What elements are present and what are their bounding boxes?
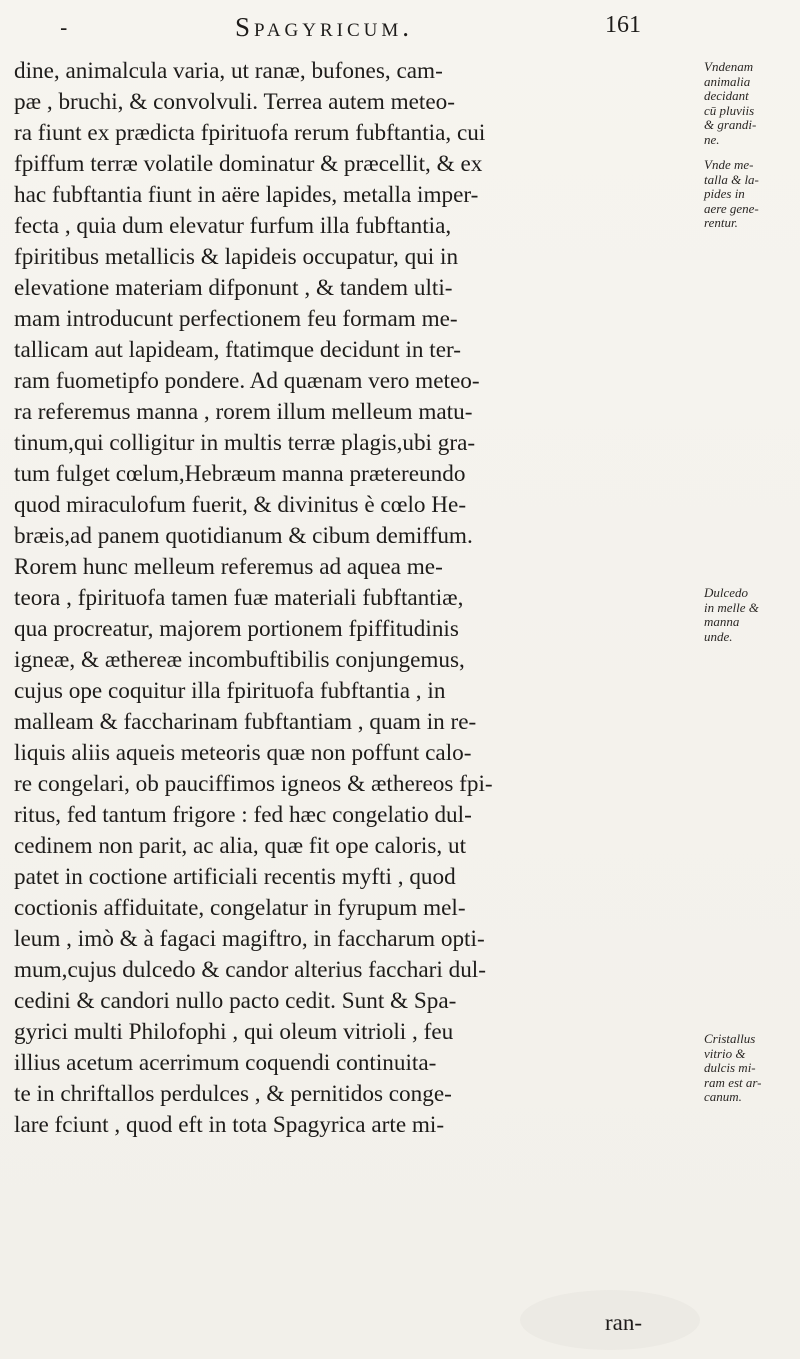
text-line: dine, animalcula varia, ut ranæ, bufones, cam-	[14, 58, 443, 84]
margin-note-line: cū pluviis	[704, 102, 755, 118]
margin-note-line: pides in	[704, 186, 745, 201]
margin-note-line: rentur.	[704, 215, 738, 230]
text-line: tallicam aut lapideam, ftatimque decidunt in ter-	[14, 337, 462, 363]
text-line: tinum,qui colligitur in multis terræ plagis,ubi gra-	[14, 430, 476, 456]
text-line: hac fubftantia fiunt in aëre lapides, metalla imper-	[14, 182, 479, 208]
page-number: 161	[605, 12, 641, 38]
text-line: pæ , bruchi, & convolvuli. Terrea autem meteo-	[14, 89, 455, 115]
text-line: Rorem hunc melleum referemus ad aquea me-	[14, 554, 443, 580]
margin-note-line: Vnde me-	[704, 157, 754, 172]
text-line: igneæ, & æthereæ incombuftibilis conjungemus,	[14, 647, 465, 673]
margin-note-line: ram est ar-	[704, 1074, 762, 1090]
margin-note-line: dulcis mi-	[704, 1060, 756, 1075]
text-line: ra referemus manna , rorem illum melleum matu-	[14, 399, 473, 425]
text-line: mum,cujus dulcedo & candor alterius facchari dul-	[14, 957, 486, 983]
margin-note-metalla	[704, 158, 796, 231]
text-line: mam introducunt perfectionem feu formam me-	[14, 306, 458, 332]
text-line: qua procreatur, majorem portionem fpiffitudinis	[14, 616, 459, 642]
running-header	[60, 8, 660, 48]
text-line: elevatione materiam difponunt , & tandem ulti-	[14, 275, 453, 301]
margin-note-line: in melle &	[704, 599, 759, 615]
text-line: ra fiunt ex prædicta fpirituofa rerum fubftantia, cui	[14, 120, 486, 146]
text-line: ritus, fed tantum frigore : fed hæc congelatio dul-	[14, 802, 472, 828]
text-line: illius acetum acerrimum coquendi continuita-	[14, 1050, 437, 1076]
text-line: patet in coctione artificiali recentis myfti , quod	[14, 864, 456, 890]
text-line: ram fuometipfo pondere. Ad quænam vero meteo-	[14, 368, 480, 394]
catchword: ran-	[605, 1310, 643, 1335]
text-line: bræis,ad panem quotidianum & cibum demiffum.	[14, 523, 473, 549]
margin-note-line: animalia	[704, 73, 751, 89]
main-text-block	[14, 56, 694, 1141]
margin-note-cristallus	[704, 1032, 796, 1105]
margin-note-animalia	[704, 60, 796, 147]
text-line: leum , imò & à fagaci magiftro, in faccharum opti-	[14, 926, 485, 952]
header-dash: -	[60, 16, 68, 41]
text-line: gyrici multi Philofophi , qui oleum vitrioli , feu	[14, 1019, 454, 1045]
margin-note-line: unde.	[704, 628, 733, 644]
text-line: fpiffum terræ volatile dominatur & præcellit, & ex	[14, 151, 483, 177]
margin-note-line: & grandi-	[704, 117, 757, 132]
text-line: quod miraculofum fuerit, & divinitus è cœlo He-	[14, 492, 467, 518]
text-line: malleam & faccharinam fubftantiam , quam in re-	[14, 709, 477, 735]
margin-note-dulcedo	[704, 586, 796, 644]
running-title: Spagyricum.	[235, 12, 414, 42]
text-line: cedini & candori nullo pacto cedit. Sunt & Spa-	[14, 988, 457, 1014]
margin-note-line: vitrio &	[704, 1045, 746, 1061]
margin-note-line: Vndenam	[704, 59, 754, 74]
margin-note-line: aere gene-	[704, 200, 759, 216]
margin-note-line: talla & la-	[704, 171, 759, 187]
margin-note-line: Cristallus	[704, 1031, 756, 1046]
text-line: teora , fpirituofa tamen fuæ materiali fubftantiæ,	[14, 585, 464, 611]
text-line: cujus ope coquitur illa fpirituofa fubftantia , in	[14, 678, 446, 704]
margin-note-line: manna	[704, 614, 740, 629]
text-line: lare fciunt , quod eft in tota Spagyrica arte mi-	[14, 1112, 445, 1138]
text-line: cedinem non parit, ac alia, quæ fit ope caloris, ut	[14, 833, 467, 859]
margin-note-line: canum.	[704, 1089, 742, 1104]
margin-note-line: Dulcedo	[704, 585, 749, 600]
margin-note-line: ne.	[704, 131, 720, 147]
text-line: coctionis affiduitate, congelatur in fyrupum mel-	[14, 895, 466, 921]
text-line: re congelari, ob pauciffimos igneos & æthereos fpi-	[14, 771, 493, 797]
text-line: fecta , quia dum elevatur furfum illa fubftantia,	[14, 213, 452, 239]
text-line: te in chriftallos perdulces , & pernitidos conge-	[14, 1081, 452, 1107]
text-line: liquis aliis aqueis meteoris quæ non poffunt calo-	[14, 740, 472, 766]
margin-note-line: decidant	[704, 88, 749, 103]
text-line: fpiritibus metallicis & lapideis occupatur, qui in	[14, 244, 459, 270]
text-line: tum fulget cœlum,Hebræum manna prætereundo	[14, 461, 466, 487]
